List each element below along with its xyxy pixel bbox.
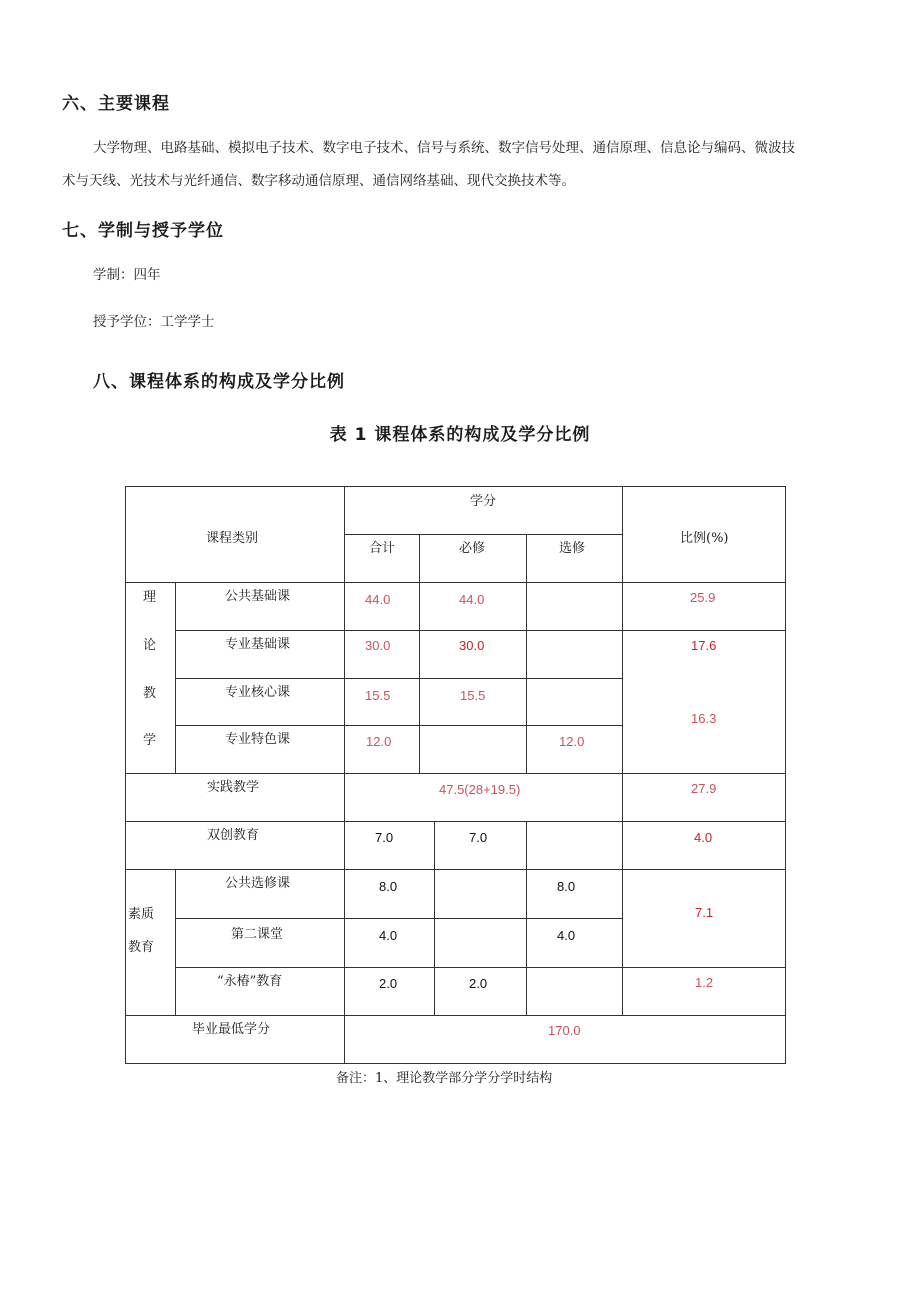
header-total: 合计 — [369, 541, 396, 556]
table-caption: 表 1 课程体系的构成及学分比例 — [329, 425, 591, 445]
theory-group-char: 教 — [143, 686, 157, 701]
row-name-major-core: 专业核心课 — [225, 685, 291, 700]
courses-line-2: 术与天线、光技术与光纤通信、数字移动通信原理、通信网络基础、现代交换技术等。 — [62, 173, 575, 189]
major-feature-elective: 12.0 — [559, 734, 585, 749]
core-feature-ratio: 16.3 — [691, 711, 717, 726]
major-core-total: 15.5 — [365, 688, 391, 703]
major-feature-total: 12.0 — [366, 734, 392, 749]
theory-group-char: 学 — [143, 733, 157, 748]
quality-group-label: 教育 — [128, 940, 155, 955]
public-basic-ratio: 25.9 — [690, 590, 716, 605]
header-required: 必修 — [459, 541, 486, 556]
major-basic-total: 30.0 — [365, 638, 391, 653]
quality-ratio: 7.1 — [695, 905, 714, 920]
row-name-public-basic: 公共基础课 — [225, 589, 291, 604]
innovation-ratio: 4.0 — [694, 830, 713, 845]
public-basic-required: 44.0 — [459, 592, 485, 607]
row-name-second-class: 第二课堂 — [231, 927, 284, 942]
row-name-innovation: 双创教育 — [207, 828, 260, 843]
header-credits: 学分 — [470, 494, 497, 509]
header-category: 课程类别 — [206, 531, 259, 546]
study-duration: 学制：四年 — [93, 267, 161, 283]
row-name-graduation: 毕业最低学分 — [192, 1022, 271, 1037]
public-elective-elective: 8.0 — [557, 879, 576, 894]
row-name-yongchun: “永椿”教育 — [217, 974, 283, 989]
practice-ratio: 27.9 — [691, 781, 717, 796]
table-note: 备注：1、理论教学部分学分学时结构 — [336, 1071, 553, 1086]
graduation-total: 170.0 — [548, 1023, 581, 1038]
yongchun-required: 2.0 — [469, 976, 488, 991]
innovation-required: 7.0 — [469, 830, 488, 845]
yongchun-total: 2.0 — [379, 976, 398, 991]
innovation-total: 7.0 — [375, 830, 394, 845]
section-8-title: 八、课程体系的构成及学分比例 — [93, 372, 345, 392]
row-name-practice: 实践教学 — [207, 780, 260, 795]
header-ratio: 比例(%) — [680, 531, 729, 546]
courses-line-1: 大学物理、电路基础、模拟电子技术、数字电子技术、信号与系统、数字信号处理、通信原理、信息论与编码、微波技 — [93, 140, 795, 156]
row-name-public-elective: 公共选修课 — [225, 876, 291, 891]
major-basic-ratio: 17.6 — [691, 638, 717, 653]
yongchun-ratio: 1.2 — [695, 975, 714, 990]
section-7-title: 七、学制与授予学位 — [62, 221, 224, 241]
major-basic-required: 30.0 — [459, 638, 485, 653]
section-6-title: 六、主要课程 — [62, 94, 170, 114]
theory-group-char: 理 — [143, 590, 157, 605]
row-name-major-feature: 专业特色课 — [225, 732, 291, 747]
practice-total: 47.5(28+19.5) — [439, 782, 521, 797]
major-core-required: 15.5 — [460, 688, 486, 703]
header-elective: 选修 — [559, 541, 586, 556]
second-class-elective: 4.0 — [557, 928, 576, 943]
row-name-major-basic: 专业基础课 — [225, 637, 291, 652]
second-class-total: 4.0 — [379, 928, 398, 943]
quality-group-label: 素质 — [128, 907, 155, 922]
public-basic-total: 44.0 — [365, 592, 391, 607]
degree-awarded: 授予学位：工学学士 — [93, 314, 215, 330]
theory-group-char: 论 — [143, 638, 157, 653]
public-elective-total: 8.0 — [379, 879, 398, 894]
